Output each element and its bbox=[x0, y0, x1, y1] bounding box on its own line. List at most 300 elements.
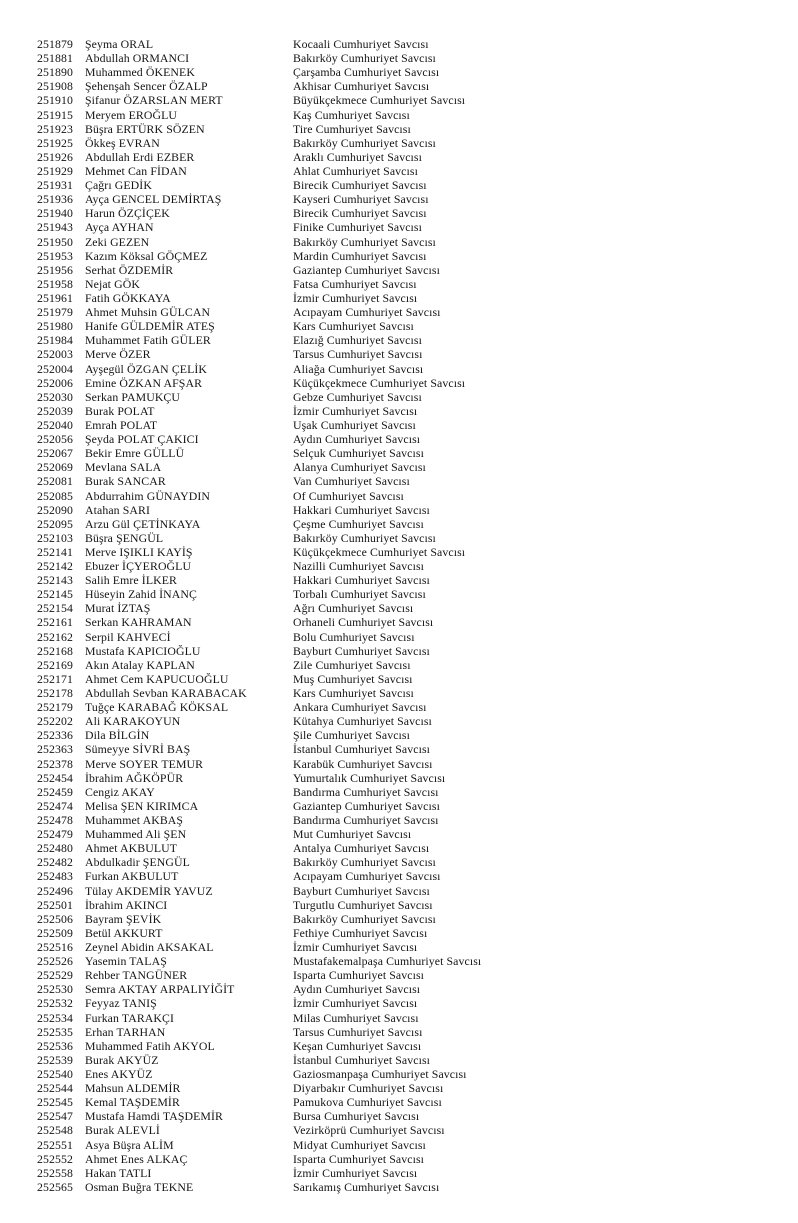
appointment-title: Küçükçekmece Cumhuriyet Savcısı bbox=[293, 375, 466, 390]
person-name: Semra AKTAY ARPALIYİĞİT bbox=[85, 982, 235, 997]
registry-number: 252479 bbox=[37, 827, 73, 842]
list-row bbox=[0, 362, 798, 376]
appointment-title: Kütahya Cumhuriyet Savcısı bbox=[293, 714, 432, 729]
person-name: Muhammed Ali ŞEN bbox=[85, 827, 187, 842]
person-name: Muhammed Fatih AKYOL bbox=[85, 1038, 215, 1053]
appointment-title: Bandırma Cumhuriyet Savcısı bbox=[293, 813, 439, 828]
registry-number: 252039 bbox=[37, 403, 73, 418]
appointment-title: İstanbul Cumhuriyet Savcısı bbox=[293, 1052, 431, 1067]
list-row bbox=[0, 630, 798, 644]
person-name: Erhan TARHAN bbox=[85, 1024, 166, 1039]
appointment-title: Diyarbakır Cumhuriyet Savcısı bbox=[293, 1081, 444, 1096]
registry-number: 251915 bbox=[37, 107, 73, 122]
person-name: Hüseyin Zahid İNANÇ bbox=[85, 587, 197, 602]
list-row bbox=[0, 192, 798, 206]
list-row bbox=[0, 982, 798, 996]
appointment-title: Isparta Cumhuriyet Savcısı bbox=[293, 1151, 425, 1166]
person-name: Çağrı GEDİK bbox=[85, 178, 152, 193]
person-name: Şehenşah Sencer ÖZALP bbox=[85, 79, 208, 94]
list-row bbox=[0, 503, 798, 517]
list-row bbox=[0, 1138, 798, 1152]
registry-number: 252565 bbox=[37, 1179, 73, 1194]
list-row bbox=[0, 1011, 798, 1025]
person-name: Ayşegül ÖZGAN ÇELİK bbox=[85, 361, 208, 376]
registry-number: 251931 bbox=[37, 178, 73, 193]
registry-number: 252530 bbox=[37, 982, 73, 997]
registry-number: 252496 bbox=[37, 883, 73, 898]
appointment-title: Bakırköy Cumhuriyet Savcısı bbox=[293, 530, 436, 545]
registry-number: 251956 bbox=[37, 262, 73, 277]
list-row bbox=[0, 277, 798, 291]
appointment-title: Kayseri Cumhuriyet Savcısı bbox=[293, 192, 429, 207]
person-name: Melisa ŞEN KIRIMCA bbox=[85, 798, 199, 813]
person-name: Abdullah ORMANCI bbox=[85, 51, 190, 66]
list-row bbox=[0, 954, 798, 968]
list-row bbox=[0, 136, 798, 150]
appointment-title: Zile Cumhuriyet Savcısı bbox=[293, 657, 411, 672]
appointment-title: Selçuk Cumhuriyet Savcısı bbox=[293, 446, 424, 461]
list-row bbox=[0, 446, 798, 460]
person-name: Nejat GÖK bbox=[85, 276, 140, 291]
person-name: Cengiz AKAY bbox=[85, 784, 155, 799]
list-row bbox=[0, 855, 798, 869]
registry-number: 252474 bbox=[37, 798, 73, 813]
list-row bbox=[0, 940, 798, 954]
person-name: Arzu Gül ÇETİNKAYA bbox=[85, 516, 201, 531]
person-name: Şeyda POLAT ÇAKICI bbox=[85, 432, 199, 447]
person-name: Burak POLAT bbox=[85, 403, 155, 418]
person-name: Atahan SARI bbox=[85, 502, 150, 517]
person-name: Zeynel Abidin AKSAKAL bbox=[85, 940, 214, 954]
appointment-title: Elazığ Cumhuriyet Savcısı bbox=[293, 333, 422, 348]
person-name: Serhat ÖZDEMİR bbox=[85, 262, 174, 277]
appointment-title: Isparta Cumhuriyet Savcısı bbox=[293, 968, 425, 983]
registry-number: 252179 bbox=[37, 700, 73, 715]
appointment-title: Bursa Cumhuriyet Savcısı bbox=[293, 1109, 420, 1124]
registry-number: 252085 bbox=[37, 488, 73, 503]
appointment-title: Gebze Cumhuriyet Savcısı bbox=[293, 389, 422, 404]
person-name: Salih Emre İLKER bbox=[85, 573, 178, 588]
appointment-title: Acıpayam Cumhuriyet Savcısı bbox=[293, 869, 441, 884]
person-name: Abdurrahim GÜNAYDIN bbox=[85, 488, 210, 503]
registry-number: 251943 bbox=[37, 220, 73, 235]
appointment-title: Tire Cumhuriyet Savcısı bbox=[293, 121, 411, 136]
appointment-title: Yumurtalık Cumhuriyet Savcısı bbox=[293, 770, 446, 785]
appointment-title: Birecik Cumhuriyet Savcısı bbox=[293, 206, 427, 221]
person-name: Muhammet Fatih GÜLER bbox=[85, 333, 211, 348]
list-row bbox=[0, 122, 798, 136]
registry-number: 252178 bbox=[37, 686, 73, 701]
appointment-title: Antalya Cumhuriyet Savcısı bbox=[293, 841, 430, 856]
registry-number: 252081 bbox=[37, 474, 73, 489]
list-row bbox=[0, 489, 798, 503]
appointment-title: Midyat Cumhuriyet Savcısı bbox=[293, 1137, 426, 1152]
registry-number: 252145 bbox=[37, 587, 73, 602]
registry-number: 252544 bbox=[37, 1081, 73, 1096]
person-name: Furkan AKBULUT bbox=[85, 869, 179, 884]
list-row bbox=[0, 1180, 798, 1194]
list-row bbox=[0, 672, 798, 686]
appointment-title: Turgutlu Cumhuriyet Savcısı bbox=[293, 897, 433, 912]
registry-number: 252516 bbox=[37, 940, 73, 954]
list-row bbox=[0, 1123, 798, 1137]
list-row bbox=[0, 164, 798, 178]
person-name: Mustafa Hamdi TAŞDEMİR bbox=[85, 1109, 224, 1124]
person-name: Büşra ŞENGÜL bbox=[85, 530, 164, 545]
list-row bbox=[0, 376, 798, 390]
registry-number: 252547 bbox=[37, 1109, 73, 1124]
person-name: Ahmet Muhsin GÜLCAN bbox=[85, 305, 211, 320]
list-row bbox=[0, 531, 798, 545]
person-name: İbrahim AĞKÖPÜR bbox=[85, 770, 184, 785]
appointment-title: Uşak Cumhuriyet Savcısı bbox=[293, 417, 416, 432]
list-row bbox=[0, 545, 798, 559]
registry-number: 252509 bbox=[37, 925, 73, 940]
person-name: Burak ALEVLİ bbox=[85, 1123, 160, 1138]
registry-number: 251980 bbox=[37, 319, 73, 334]
registry-number: 251910 bbox=[37, 93, 73, 108]
person-name: Kazım Köksal GÖÇMEZ bbox=[85, 248, 208, 263]
appointment-title: Bakırköy Cumhuriyet Savcısı bbox=[293, 135, 436, 150]
registry-number: 251984 bbox=[37, 333, 73, 348]
appointment-title: Bakırköy Cumhuriyet Savcısı bbox=[293, 911, 436, 926]
registry-number: 251936 bbox=[37, 192, 73, 207]
appointment-title: Van Cumhuriyet Savcısı bbox=[293, 474, 410, 489]
person-name: Fatih GÖKKAYA bbox=[85, 290, 171, 305]
appointment-title: İzmir Cumhuriyet Savcısı bbox=[293, 290, 418, 305]
person-name: Rehber TANGÜNER bbox=[85, 968, 188, 983]
person-name: Ayça GENCEL DEMİRTAŞ bbox=[85, 192, 222, 207]
list-row bbox=[0, 615, 798, 629]
appointment-title: İstanbul Cumhuriyet Savcısı bbox=[293, 742, 431, 757]
registry-number: 252040 bbox=[37, 417, 73, 432]
registry-number: 252161 bbox=[37, 615, 73, 630]
registry-number: 252539 bbox=[37, 1052, 73, 1067]
list-row bbox=[0, 813, 798, 827]
person-name: Tülay AKDEMİR YAVUZ bbox=[85, 883, 213, 898]
appointment-title: Akhisar Cumhuriyet Savcısı bbox=[293, 79, 430, 94]
prosecutor-appointment-list bbox=[0, 37, 798, 1194]
list-row bbox=[0, 432, 798, 446]
appointment-title: Kocaali Cumhuriyet Savcısı bbox=[293, 37, 429, 51]
registry-number: 252363 bbox=[37, 742, 73, 757]
appointment-title: İzmir Cumhuriyet Savcısı bbox=[293, 940, 418, 954]
registry-number: 252069 bbox=[37, 460, 73, 475]
person-name: Ebuzer İÇYEROĞLU bbox=[85, 559, 192, 574]
registry-number: 252003 bbox=[37, 347, 73, 362]
appointment-title: Çarşamba Cumhuriyet Savcısı bbox=[293, 65, 440, 80]
appointment-title: Ahlat Cumhuriyet Savcısı bbox=[293, 163, 418, 178]
list-row bbox=[0, 319, 798, 333]
list-row bbox=[0, 474, 798, 488]
registry-number: 252168 bbox=[37, 643, 73, 658]
appointment-title: Araklı Cumhuriyet Savcısı bbox=[293, 149, 422, 164]
person-name: Furkan TARAKÇI bbox=[85, 1010, 175, 1025]
appointment-title: Alanya Cumhuriyet Savcısı bbox=[293, 460, 426, 475]
person-name: Murat İZTAŞ bbox=[85, 601, 151, 616]
list-row bbox=[0, 93, 798, 107]
person-name: Ahmet Enes ALKAÇ bbox=[85, 1151, 188, 1166]
registry-number: 251958 bbox=[37, 276, 73, 291]
list-row bbox=[0, 996, 798, 1010]
appointment-title: Torbalı Cumhuriyet Savcısı bbox=[293, 587, 426, 602]
appointment-title: Sarıkamış Cumhuriyet Savcısı bbox=[293, 1179, 440, 1194]
person-name: Meryem EROĞLU bbox=[85, 107, 178, 122]
list-row bbox=[0, 79, 798, 93]
list-row bbox=[0, 249, 798, 263]
appointment-title: Bolu Cumhuriyet Savcısı bbox=[293, 629, 415, 644]
registry-number: 252459 bbox=[37, 784, 73, 799]
appointment-title: Tarsus Cumhuriyet Savcısı bbox=[293, 347, 423, 362]
registry-number: 252483 bbox=[37, 869, 73, 884]
person-name: Serkan PAMUKÇU bbox=[85, 389, 181, 404]
list-row bbox=[0, 404, 798, 418]
person-name: Emine ÖZKAN AFŞAR bbox=[85, 375, 203, 390]
list-row bbox=[0, 827, 798, 841]
list-row bbox=[0, 235, 798, 249]
person-name: Abdulkadir ŞENGÜL bbox=[85, 855, 190, 870]
list-row bbox=[0, 587, 798, 601]
person-name: Asya Büşra ALİM bbox=[85, 1137, 174, 1152]
registry-number: 252551 bbox=[37, 1137, 73, 1152]
appointment-title: Kars Cumhuriyet Savcısı bbox=[293, 686, 414, 701]
list-row bbox=[0, 714, 798, 728]
person-name: Büşra ERTÜRK SÖZEN bbox=[85, 121, 205, 136]
person-name: Şeyma ORAL bbox=[85, 37, 154, 51]
list-row bbox=[0, 178, 798, 192]
list-row bbox=[0, 1025, 798, 1039]
person-name: Mustafa KAPICIOĞLU bbox=[85, 643, 201, 658]
registry-number: 251881 bbox=[37, 51, 73, 66]
registry-number: 252545 bbox=[37, 1095, 73, 1110]
person-name: Sümeyye SİVRİ BAŞ bbox=[85, 742, 191, 757]
appointment-title: Bakırköy Cumhuriyet Savcısı bbox=[293, 51, 436, 66]
person-name: Kemal TAŞDEMİR bbox=[85, 1095, 180, 1110]
person-name: Bekir Emre GÜLLÜ bbox=[85, 446, 185, 461]
registry-number: 252143 bbox=[37, 573, 73, 588]
registry-number: 252030 bbox=[37, 389, 73, 404]
list-row bbox=[0, 517, 798, 531]
list-row bbox=[0, 1053, 798, 1067]
appointment-title: Gaziosmanpaşa Cumhuriyet Savcısı bbox=[293, 1066, 467, 1081]
list-row bbox=[0, 305, 798, 319]
appointment-title: Şile Cumhuriyet Savcısı bbox=[293, 728, 410, 743]
appointment-title: Kaş Cumhuriyet Savcısı bbox=[293, 107, 410, 122]
person-name: Abdullah Sevban KARABACAK bbox=[85, 686, 247, 701]
registry-number: 252536 bbox=[37, 1038, 73, 1053]
person-name: Hanife GÜLDEMİR ATEŞ bbox=[85, 319, 215, 334]
appointment-title: Vezirköprü Cumhuriyet Savcısı bbox=[293, 1123, 445, 1138]
appointment-title: Kars Cumhuriyet Savcısı bbox=[293, 319, 414, 334]
person-name: Ahmet AKBULUT bbox=[85, 841, 178, 856]
person-name: Hakan TATLI bbox=[85, 1165, 152, 1180]
appointment-title: Gaziantep Cumhuriyet Savcısı bbox=[293, 262, 440, 277]
person-name: Merve IŞIKLI KAYİŞ bbox=[85, 544, 193, 559]
list-row bbox=[0, 1067, 798, 1081]
appointment-title: Küçükçekmece Cumhuriyet Savcısı bbox=[293, 544, 466, 559]
list-row bbox=[0, 926, 798, 940]
list-row bbox=[0, 51, 798, 65]
appointment-title: Milas Cumhuriyet Savcısı bbox=[293, 1010, 419, 1025]
appointment-title: Hakkari Cumhuriyet Savcısı bbox=[293, 573, 430, 588]
appointment-title: Aliağa Cumhuriyet Savcısı bbox=[293, 361, 424, 376]
appointment-title: Mut Cumhuriyet Savcısı bbox=[293, 827, 412, 842]
appointment-title: Finike Cumhuriyet Savcısı bbox=[293, 220, 422, 235]
list-row bbox=[0, 742, 798, 756]
registry-number: 251890 bbox=[37, 65, 73, 80]
registry-number: 252090 bbox=[37, 502, 73, 517]
list-row bbox=[0, 460, 798, 474]
registry-number: 252154 bbox=[37, 601, 73, 616]
person-name: Harun ÖZÇİÇEK bbox=[85, 206, 170, 221]
list-row bbox=[0, 333, 798, 347]
appointment-title: Nazilli Cumhuriyet Savcısı bbox=[293, 559, 425, 574]
registry-number: 252506 bbox=[37, 911, 73, 926]
list-row bbox=[0, 1166, 798, 1180]
registry-number: 251923 bbox=[37, 121, 73, 136]
person-name: Mehmet Can FİDAN bbox=[85, 163, 187, 178]
list-row bbox=[0, 220, 798, 234]
appointment-title: Keşan Cumhuriyet Savcısı bbox=[293, 1038, 422, 1053]
appointment-title: Orhaneli Cumhuriyet Savcısı bbox=[293, 615, 434, 630]
person-name: İbrahim AKINCI bbox=[85, 897, 168, 912]
person-name: Burak SANCAR bbox=[85, 474, 166, 489]
person-name: Serkan KAHRAMAN bbox=[85, 615, 192, 630]
appointment-title: Karabük Cumhuriyet Savcısı bbox=[293, 756, 433, 771]
person-name: Yasemin TALAŞ bbox=[85, 954, 167, 969]
appointment-title: Ağrı Cumhuriyet Savcısı bbox=[293, 601, 414, 616]
list-row bbox=[0, 601, 798, 615]
registry-number: 252202 bbox=[37, 714, 73, 729]
list-row bbox=[0, 150, 798, 164]
list-row bbox=[0, 686, 798, 700]
list-row bbox=[0, 968, 798, 982]
list-row bbox=[0, 841, 798, 855]
registry-number: 252056 bbox=[37, 432, 73, 447]
registry-number: 251925 bbox=[37, 135, 73, 150]
list-row bbox=[0, 65, 798, 79]
appointment-title: Tarsus Cumhuriyet Savcısı bbox=[293, 1024, 423, 1039]
list-row bbox=[0, 1109, 798, 1123]
appointment-title: İzmir Cumhuriyet Savcısı bbox=[293, 403, 418, 418]
registry-number: 252004 bbox=[37, 361, 73, 376]
appointment-title: İzmir Cumhuriyet Savcısı bbox=[293, 996, 418, 1011]
person-name: Muhammed ÖKENEK bbox=[85, 65, 195, 80]
person-name: Feyyaz TANIŞ bbox=[85, 996, 157, 1011]
list-row bbox=[0, 1081, 798, 1095]
person-name: Emrah POLAT bbox=[85, 417, 158, 432]
list-row bbox=[0, 206, 798, 220]
registry-number: 251879 bbox=[37, 37, 73, 51]
list-row bbox=[0, 263, 798, 277]
list-row bbox=[0, 390, 798, 404]
list-row bbox=[0, 757, 798, 771]
appointment-title: Aydın Cumhuriyet Savcısı bbox=[293, 432, 421, 447]
person-name: Mahsun ALDEMİR bbox=[85, 1081, 181, 1096]
person-name: Akın Atalay KAPLAN bbox=[85, 657, 195, 672]
list-row bbox=[0, 700, 798, 714]
registry-number: 251979 bbox=[37, 305, 73, 320]
registry-number: 251940 bbox=[37, 206, 73, 221]
person-name: Serpil KAHVECİ bbox=[85, 629, 171, 644]
person-name: Dila BİLGİN bbox=[85, 728, 150, 743]
appointment-title: Gaziantep Cumhuriyet Savcısı bbox=[293, 798, 440, 813]
registry-number: 252103 bbox=[37, 530, 73, 545]
list-row bbox=[0, 347, 798, 361]
list-row bbox=[0, 418, 798, 432]
person-name: Tuğçe KARABAĞ KÖKSAL bbox=[85, 700, 229, 715]
person-name: Muhammet AKBAŞ bbox=[85, 813, 184, 828]
list-row bbox=[0, 37, 798, 51]
registry-number: 251929 bbox=[37, 163, 73, 178]
registry-number: 251961 bbox=[37, 290, 73, 305]
list-row bbox=[0, 644, 798, 658]
appointment-title: İzmir Cumhuriyet Savcısı bbox=[293, 1165, 418, 1180]
appointment-title: Bakırköy Cumhuriyet Savcısı bbox=[293, 855, 436, 870]
registry-number: 252526 bbox=[37, 954, 73, 969]
person-name: Ahmet Cem KAPUCUOĞLU bbox=[85, 671, 229, 686]
person-name: Şifanur ÖZARSLAN MERT bbox=[85, 93, 223, 108]
appointment-title: Mardin Cumhuriyet Savcısı bbox=[293, 248, 427, 263]
appointment-title: Bandırma Cumhuriyet Savcısı bbox=[293, 784, 439, 799]
registry-number: 252480 bbox=[37, 841, 73, 856]
registry-number: 252534 bbox=[37, 1010, 73, 1025]
appointment-title: Mustafakemalpaşa Cumhuriyet Savcısı bbox=[293, 954, 482, 969]
person-name: Enes AKYÜZ bbox=[85, 1066, 153, 1081]
person-name: Merve SOYER TEMUR bbox=[85, 756, 204, 771]
list-row bbox=[0, 898, 798, 912]
registry-number: 252540 bbox=[37, 1066, 73, 1081]
registry-number: 251908 bbox=[37, 79, 73, 94]
registry-number: 252478 bbox=[37, 813, 73, 828]
list-row bbox=[0, 573, 798, 587]
registry-number: 252378 bbox=[37, 756, 73, 771]
registry-number: 251926 bbox=[37, 149, 73, 164]
appointment-title: Bakırköy Cumhuriyet Savcısı bbox=[293, 234, 436, 249]
registry-number: 252532 bbox=[37, 996, 73, 1011]
registry-number: 252162 bbox=[37, 629, 73, 644]
appointment-title: Bayburt Cumhuriyet Savcısı bbox=[293, 883, 430, 898]
list-row bbox=[0, 1095, 798, 1109]
list-row bbox=[0, 1152, 798, 1166]
registry-number: 252142 bbox=[37, 559, 73, 574]
person-name: Ökkeş EVRAN bbox=[85, 135, 160, 150]
list-row bbox=[0, 912, 798, 926]
appointment-title: Ankara Cumhuriyet Savcısı bbox=[293, 700, 427, 715]
registry-number: 252535 bbox=[37, 1024, 73, 1039]
appointment-title: Büyükçekmece Cumhuriyet Savcısı bbox=[293, 93, 466, 108]
registry-number: 252552 bbox=[37, 1151, 73, 1166]
registry-number: 252141 bbox=[37, 544, 73, 559]
person-name: Betül AKKURT bbox=[85, 925, 163, 940]
appointment-title: Pamukova Cumhuriyet Savcısı bbox=[293, 1095, 442, 1110]
registry-number: 252482 bbox=[37, 855, 73, 870]
registry-number: 252169 bbox=[37, 657, 73, 672]
list-row bbox=[0, 559, 798, 573]
registry-number: 252067 bbox=[37, 446, 73, 461]
appointment-title: Birecik Cumhuriyet Savcısı bbox=[293, 178, 427, 193]
list-row bbox=[0, 869, 798, 883]
person-name: Zeki GEZEN bbox=[85, 234, 150, 249]
list-row bbox=[0, 799, 798, 813]
person-name: Mevlana SALA bbox=[85, 460, 162, 475]
appointment-title: Bayburt Cumhuriyet Savcısı bbox=[293, 643, 430, 658]
person-name: Burak AKYÜZ bbox=[85, 1052, 159, 1067]
registry-number: 252529 bbox=[37, 968, 73, 983]
registry-number: 252501 bbox=[37, 897, 73, 912]
person-name: Ayça AYHAN bbox=[85, 220, 154, 235]
appointment-title: Fatsa Cumhuriyet Savcısı bbox=[293, 276, 417, 291]
